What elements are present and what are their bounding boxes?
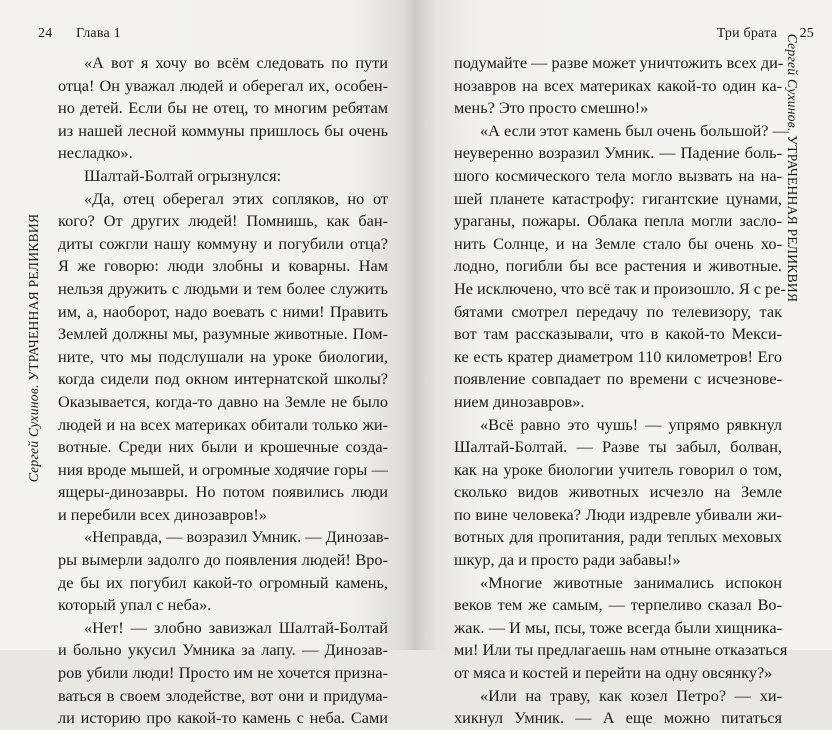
text-line: «А вот я хочу во всём следовать по пути	[84, 53, 388, 72]
text-line: ры вымерли задолго до появления людей! Вро-	[58, 550, 388, 570]
running-title	[26, 214, 42, 483]
text-line: подумайте — разве может уничтожить всех ди-	[454, 53, 784, 72]
chapter-header: Глава 1	[76, 26, 121, 41]
text-line: де бы их погубил какой-то огромный камень,	[58, 572, 388, 592]
text-line: ваться в своем злодействе, вот они и придума-	[58, 685, 388, 705]
text-line: хикнул Умник. — А еще можно питаться	[454, 708, 782, 728]
text-line: «Нет! — злобно завизжал Шалтай-Болтай	[84, 617, 388, 637]
text-line: несладко».	[58, 143, 133, 163]
text-line: как на уроке биологии учитель говорил о том,	[454, 459, 782, 479]
text-line: шого космического тела могло вызвать на на-	[454, 165, 782, 185]
text-line: Шалтай-Болтай огрызнулся:	[84, 165, 282, 185]
text-line: ли историю про какой-то камень с неба. Сами	[58, 708, 388, 728]
text-line: «Многие животные занимались испокон	[480, 572, 782, 592]
runner-book-title: УТРАЧЕННАЯ РЕЛИКВИЯ	[785, 135, 800, 303]
text-line: Шалтай-Болтай. — Разве ты забыл, болван,	[454, 437, 782, 457]
text-line: бятами смотрел передачу по телевизору, так	[454, 301, 782, 321]
runner-author: Сергей Сухинов.	[785, 33, 800, 132]
page-number: 25	[799, 26, 814, 41]
right-page	[416, 0, 832, 728]
text-line: Не исключено, что всё так и произошло. Я с ре-	[454, 278, 786, 298]
text-line: и перебили всех динозавров!»	[58, 504, 267, 524]
text-line: «А если этот камень был очень большой? —	[480, 120, 789, 140]
text-line: отца! Он уважал людей и оберегал их, особен-	[58, 75, 388, 95]
text-line: и больно укусил Умника за лапу. — Динозав-	[58, 640, 388, 660]
text-line: ми! Или ты предлагаешь нам отныне отказаться	[454, 640, 788, 660]
text-line: неуверенно возразил Умник. — Падение боль-	[454, 143, 782, 163]
text-line: нельзя дружить с людьми и тем более служить	[58, 278, 388, 298]
text-line: вотные. Среди них были и крошечные созда-	[58, 437, 388, 457]
text-line: ния вроде мышей, и огромные ходячие горы —	[58, 459, 388, 479]
text-line: появление совпадает по времени с исчезнове-	[454, 369, 782, 389]
running-title	[784, 34, 800, 303]
page-number: 24	[38, 26, 53, 41]
text-line: нозавров на всех материках какой-то один ка-	[454, 75, 782, 95]
text-line: лодно, погибли бы все растения и животные.	[454, 256, 782, 276]
text-line: людей и на всех материках обитали только жи-	[58, 414, 388, 434]
text-line: шкур, да и просто ради забавы!»	[454, 550, 681, 570]
text-line: вотных для пропитания, ради теплых меховых	[454, 527, 782, 547]
text-line: вот там рассказывали, что в какой-то Мекси-	[454, 324, 782, 344]
text-line: мень? Это просто смешно!»	[454, 98, 649, 118]
text-line: Землей должны мы, разумные животные. Пом-	[58, 324, 388, 344]
text-line: диты сожгли нашу коммуну и погубили отца?	[58, 233, 388, 253]
text-line: ящеры-динозавры. Но потом появились люди	[58, 482, 388, 502]
chapter-header: Три брата	[716, 26, 777, 41]
text-line: Я же говорю: люди злобны и коварны. Нам	[58, 256, 388, 276]
text-line: «Да, отец оберегал этих сопляков, но от	[84, 188, 388, 208]
text-line: но детей. Если бы не отец, то многим ребятам	[58, 98, 388, 118]
text-line: ке есть кратер диаметром 110 километров! Его	[454, 346, 782, 366]
text-line: жак. — И мы, псы, тоже всегда были хищника-	[454, 617, 782, 637]
text-line: из нашей лесной коммуны пришлось бы очень	[58, 120, 388, 140]
text-line: ните, что мы подслушали на уроке биологии,	[58, 346, 388, 366]
text-line: ураганы, пожары. Облака пепла могли заслο-	[454, 211, 782, 231]
text-line: сколько видов животных исчезло на Земле	[454, 482, 782, 502]
text-line: «Всё равно это чушь! — упрямо рявкнул	[480, 414, 782, 434]
runner-book-title: УТРАЧЕННАЯ РЕЛИКВИЯ	[26, 213, 41, 381]
text-line: когда сидели под окном интернатской школы?	[58, 369, 388, 389]
text-line: ров убили люди! Просто им не хочется призна-	[58, 663, 388, 683]
text-line: им, а, наоборот, надо воевать с ними! Править	[58, 301, 388, 321]
text-line: веков тем же самым, — терпеливо сказал Во-	[454, 595, 782, 615]
text-line: «Неправда, — возразил Умник. — Динозав-	[84, 527, 390, 547]
text-line: от мяса и костей и перейти на одну овсянку?»	[454, 663, 773, 683]
text-line: кого? От других людей! Помнишь, как бан-	[58, 211, 388, 231]
text-line: который упал с неба».	[58, 595, 212, 615]
body-text	[454, 52, 789, 730]
text-line: нить Солнце, и на Земле стало бы очень хо-	[454, 233, 782, 253]
left-page	[0, 0, 416, 728]
text-line: нием динозавров».	[454, 391, 585, 411]
runner-author: Сергей Сухинов.	[26, 384, 41, 483]
body-text	[58, 52, 388, 730]
text-line: шей планете катастрофу: гигантские цунами,	[454, 188, 782, 208]
text-line: Оказывается, когда-то давно на Земле не было	[58, 391, 388, 411]
text-line: «Или на траву, как козел Петро? — хи-	[480, 685, 782, 705]
text-line: по вине человека? Люди издревле убивали жи-	[454, 504, 782, 524]
